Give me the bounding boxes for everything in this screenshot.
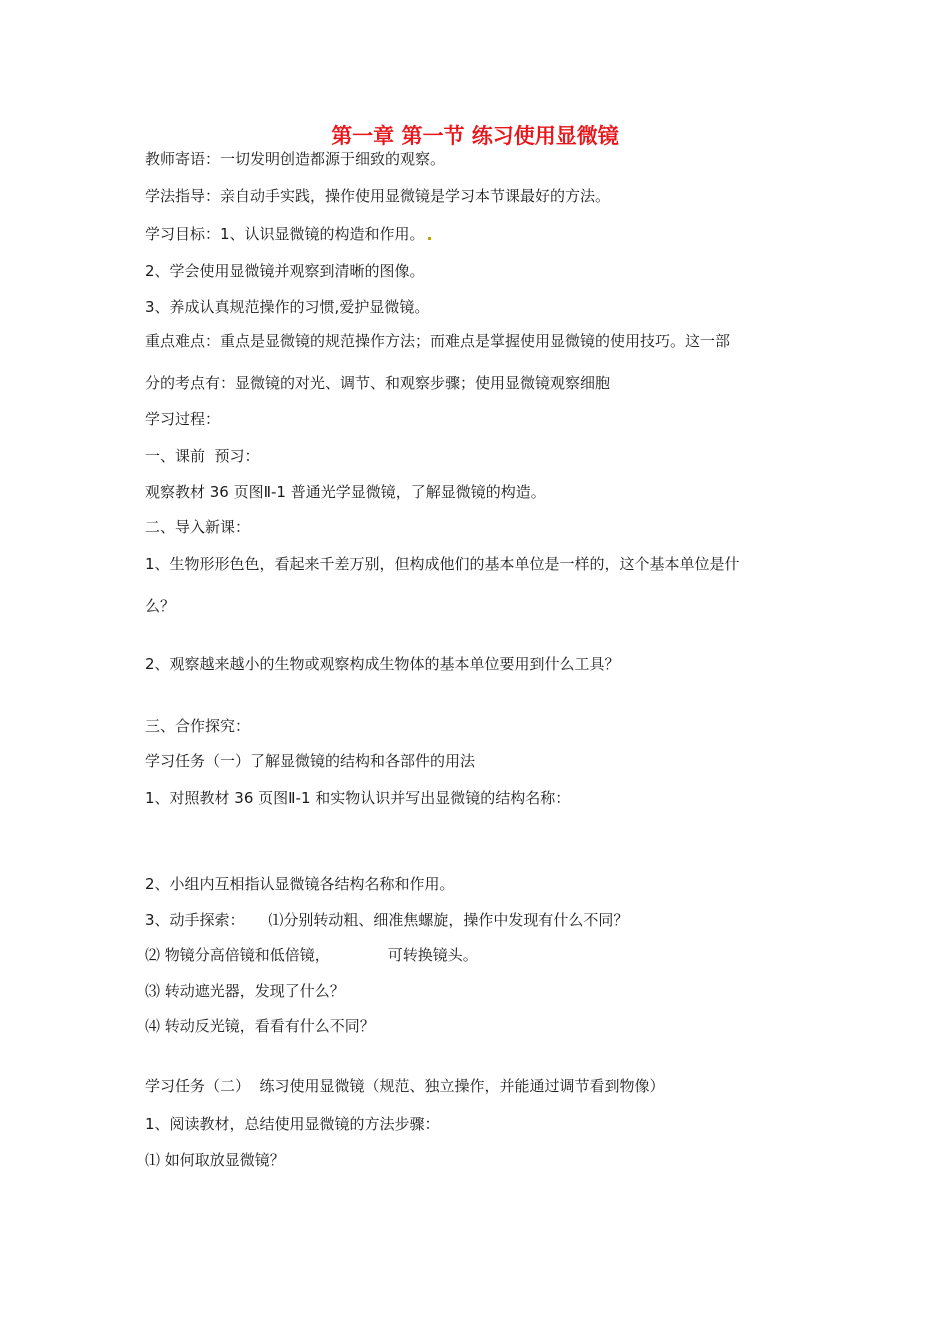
question-1-line-1: 1、生物形形色色，看起来千差万别，但构成他们的基本单位是一样的，这个基本单位是什 [145,555,740,573]
learning-goal-3: 3、养成认真规范操作的习惯,爱护显微镜。 [145,298,430,316]
task-1-heading: 学习任务（一）了解显微镜的结构和各部件的用法 [145,752,476,770]
section-intro-heading: 二、导入新课： [145,518,251,536]
document-title: 第一章 第一节 练习使用显微镜 [331,124,619,148]
switch-lens-text: 可转换镜头。 [387,946,478,964]
objective-lens-text: ⑵ 物镜分高倍镜和低倍镜， [145,946,330,964]
key-points-line-2: 分的考点有：显微镜的对光、调节、和观察步骤；使用显微镜观察细胞 [145,374,611,392]
task-1-step-3: 3、动手探索： ⑴分别转动粗、细准焦螺旋，操作中发现有什么不同？ [145,911,629,929]
preview-instruction: 观察教材 36 页图Ⅱ-1 普通光学显微镜，了解显微镜的构造。 [145,483,546,501]
task-2-step-1-item-1: ⑴ 如何取放显微镜？ [145,1151,285,1169]
task-1-step-3-item-4: ⑷ 转动反光镜，看看有什么不同？ [145,1017,375,1035]
learning-goal-2: 2、学会使用显微镜并观察到清晰的图像。 [145,262,425,280]
task-2-heading: 学习任务（二） 练习使用显微镜（规范、独立操作，并能通过调节看到物像） [145,1077,665,1095]
teacher-message: 教师寄语：一切发明创造都源于细致的观察。 [145,150,446,168]
task-1-step-1: 1、对照教材 36 页图Ⅱ-1 和实物认识并写出显微镜的结构名称： [145,789,571,807]
section-preview-heading: 一、课前 预习： [145,447,260,465]
question-1-line-2: 么？ [145,597,176,615]
question-2: 2、观察越来越小的生物或观察构成生物体的基本单位要用到什么工具？ [145,655,620,673]
task-1-step-3-item-3: ⑶ 转动遮光器，发现了什么？ [145,982,345,1000]
section-explore-heading: 三、合作探究： [145,717,251,735]
learning-process-heading: 学习过程： [145,410,221,428]
learning-goal-1-text: 学习目标：1、认识显微镜的构造和作用。 [145,225,425,243]
study-method: 学法指导：亲自动手实践，操作使用显微镜是学习本节课最好的方法。 [145,187,611,205]
key-points-line-1: 重点难点：重点是显微镜的规范操作方法；而难点是掌握使用显微镜的使用技巧。这一部 [145,332,731,350]
learning-goal-1 [145,224,431,244]
task-1-step-3-item-2 [145,945,478,965]
task-1-step-2: 2、小组内互相指认显微镜各结构名称和作用。 [145,875,455,893]
task-2-step-1: 1、阅读教材，总结使用显微镜的方法步骤： [145,1115,440,1133]
stray-mark-icon [428,237,431,240]
